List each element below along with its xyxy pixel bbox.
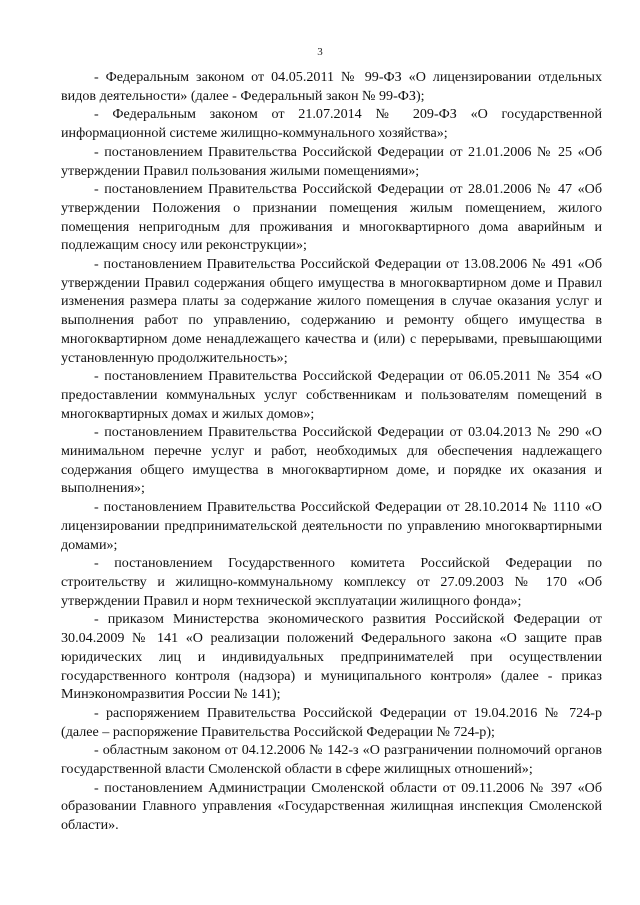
list-item-resolution-491: - постановлением Правительства Российской Федерации от 13.08.2006 № 491 «Об утверждении Правил содержания общего имущества в многоквартирном доме и Правил изменения размера платы за содержание жилого помещения в случае оказания услуг и выполнения работ по управлению, содержанию и ремонту общего имущества в многоквартирном доме ненадлежащего качества и (или) с перерывами, превышающими установленную продолжительность»;	[61, 256, 602, 366]
document-body	[61, 68, 602, 835]
list-item-order-141: - приказом Министерства экономического развития Российской Федерации от 30.04.2009 № 141 «О реализации положений Федерального закона «О защите прав юридических лиц и индивидуальных предпринимателей при осуществлении государственного контроля (надзора) и муниципального контроля» (далее - приказ Минэкономразвития России № 141);	[61, 611, 602, 703]
list-item-order-724r: - распоряжением Правительства Российской Федерации от 19.04.2016 № 724-р (далее – распоряжение Правительства Российской Федерации № 724-р);	[61, 704, 602, 740]
list-item-federal-law-209: - Федеральным законом от 21.07.2014 № 209-ФЗ «О государственной информационной системе жилищно-коммунального хозяйства»;	[61, 106, 602, 142]
list-item-regional-law-142z: - областным законом от 04.12.2006 № 142-з «О разграничении полномочий органов государственной власти Смоленской области в сфере жилищных отношений»;	[61, 742, 602, 778]
list-item-federal-law-99: - Федеральным законом от 04.05.2011 № 99-ФЗ «О лицензировании отдельных видов деятельности» (далее - Федеральный закон № 99-ФЗ);	[61, 69, 602, 104]
list-item-administration-397: - постановлением Администрации Смоленской области от 09.11.2006 № 397 «Об образовании Главного управления «Государственная жилищная инспекция Смоленской области».	[61, 779, 602, 834]
page-number: 3	[317, 46, 323, 58]
list-item-resolution-1110: - постановлением Правительства Российской Федерации от 28.10.2014 № 1110 «О лицензировании предпринимательской деятельности по управлению многоквартирными домами»;	[61, 499, 602, 553]
list-item-resolution-25: - постановлением Правительства Российской Федерации от 21.01.2006 № 25 «Об утверждении Правил пользования жилыми помещениями»;	[61, 143, 602, 179]
list-item-resolution-354: - постановлением Правительства Российской Федерации от 06.05.2011 № 354 «О предоставлении коммунальных услуг собственникам и пользователям помещений в многоквартирных домах и жилых домов»;	[61, 368, 602, 422]
list-item-resolution-47: - постановлением Правительства Российской Федерации от 28.01.2006 № 47 «Об утверждении Положения о признании помещения жилым помещением, жилого помещения непригодным для проживания и многоквартирного дома аварийным и подлежащим сносу или реконструкции»;	[61, 181, 602, 254]
list-item-gosstroy-170: - постановлением Государственного комитета Российской Федерации по строительству и жилищно-коммунальному комплексу от 27.09.2003 № 170 «Об утверждении Правил и норм технической эксплуатации жилищного фонда»;	[61, 555, 602, 609]
list-item-resolution-290: - постановлением Правительства Российской Федерации от 03.04.2013 № 290 «О минимальном перечне услуг и работ, необходимых для обеспечения надлежащего содержания общего имущества в многоквартирном доме, и порядке их оказания и выполнения»;	[61, 424, 602, 497]
